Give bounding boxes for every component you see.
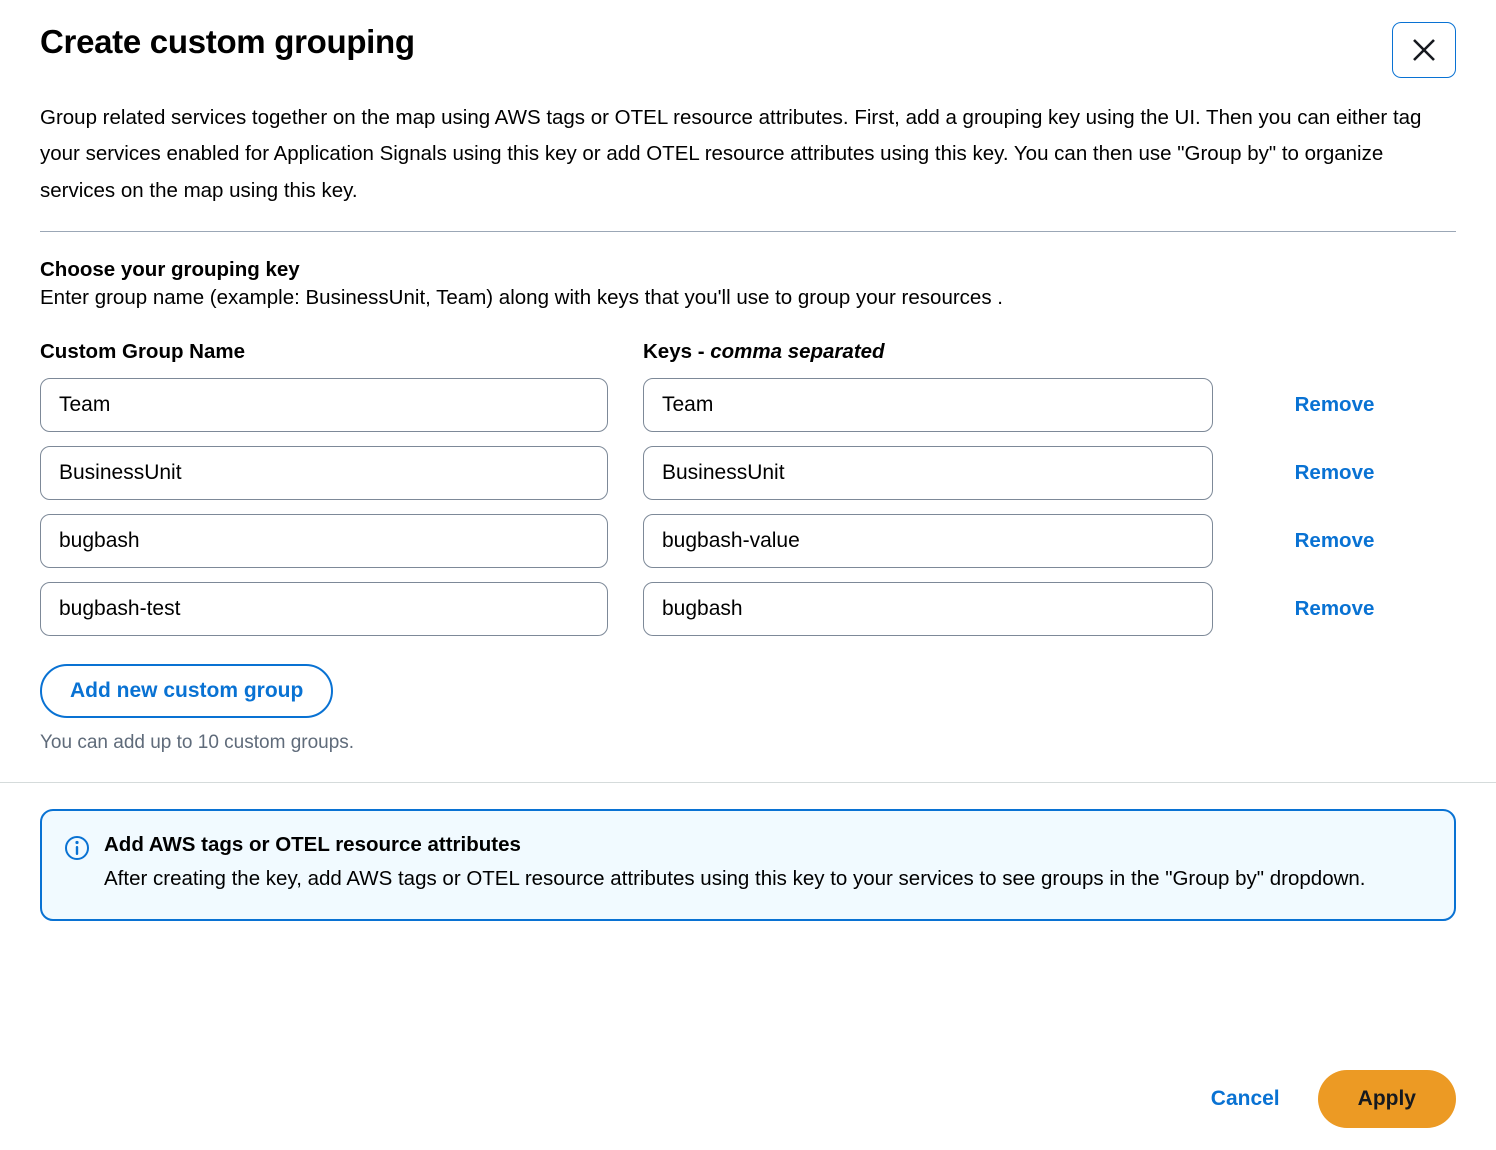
close-icon bbox=[1409, 35, 1439, 65]
info-icon bbox=[64, 835, 90, 896]
group-keys-input[interactable] bbox=[643, 446, 1213, 500]
column-header-actions bbox=[1213, 340, 1456, 364]
info-alert-text: After creating the key, add AWS tags or OTEL resource attributes using this key to your services to see groups in the "Group by" dropdown. bbox=[104, 867, 1366, 891]
cancel-button[interactable]: Cancel bbox=[1201, 1079, 1290, 1119]
dialog-header bbox=[40, 22, 1456, 78]
column-header-keys: Keys - comma separated bbox=[643, 340, 885, 364]
table-row bbox=[40, 582, 1456, 636]
info-alert-content bbox=[104, 833, 1366, 896]
close-button[interactable] bbox=[1392, 22, 1456, 78]
remove-row-button[interactable]: Remove bbox=[1294, 393, 1375, 417]
page-title: Create custom grouping bbox=[40, 23, 415, 60]
section-subtitle: Enter group name (example: BusinessUnit, Team) along with keys that you'll use to group your resources . bbox=[40, 286, 1003, 310]
group-name-input[interactable] bbox=[40, 514, 608, 568]
group-keys-input[interactable] bbox=[643, 582, 1213, 636]
dialog-description: Group related services together on the map using AWS tags or OTEL resource attributes. First, add a grouping key using the UI. Then you can either tag your services enabled for Application Signals using this key or add OTEL resource attributes using this key. You can then use "Group by" to organize services on the map using this key. bbox=[40, 106, 1422, 202]
table-row bbox=[40, 378, 1456, 432]
table-row bbox=[40, 514, 1456, 568]
remove-row-button[interactable]: Remove bbox=[1294, 597, 1375, 621]
footer-divider bbox=[0, 782, 1496, 783]
group-name-input[interactable] bbox=[40, 446, 608, 500]
section-title: Choose your grouping key bbox=[40, 258, 300, 282]
remove-row-button[interactable]: Remove bbox=[1294, 529, 1375, 553]
group-name-input[interactable] bbox=[40, 582, 608, 636]
remove-row-button[interactable]: Remove bbox=[1294, 461, 1375, 485]
column-spacer bbox=[608, 340, 643, 364]
info-alert-title: Add AWS tags or OTEL resource attributes bbox=[104, 833, 521, 857]
column-header-name: Custom Group Name bbox=[40, 340, 246, 364]
dialog-footer bbox=[1201, 1070, 1456, 1128]
group-limit-helper-text: You can add up to 10 custom groups. bbox=[40, 732, 355, 754]
add-new-custom-group-button[interactable]: Add new custom group bbox=[40, 664, 333, 718]
apply-button[interactable]: Apply bbox=[1318, 1070, 1456, 1128]
group-name-input[interactable] bbox=[40, 378, 608, 432]
info-alert bbox=[40, 809, 1456, 920]
header-divider bbox=[40, 231, 1456, 232]
group-keys-input[interactable] bbox=[643, 514, 1213, 568]
table-row bbox=[40, 446, 1456, 500]
group-keys-input[interactable] bbox=[643, 378, 1213, 432]
grid-header bbox=[40, 340, 1456, 364]
